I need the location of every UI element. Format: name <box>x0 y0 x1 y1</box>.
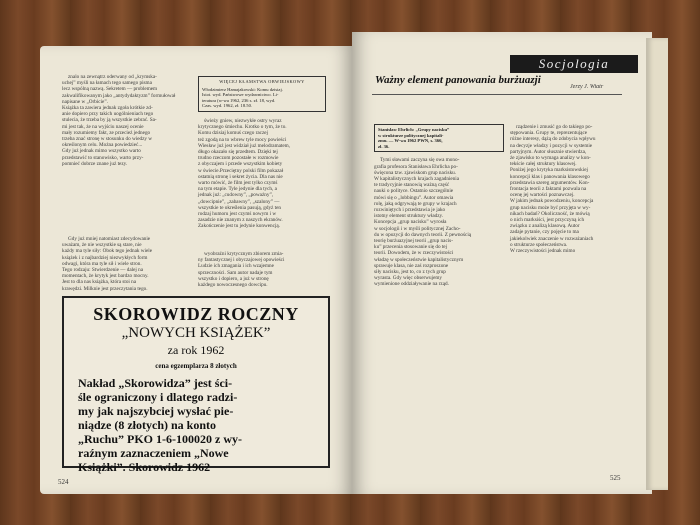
title-rule <box>372 94 622 95</box>
right-column-2 <box>510 124 630 255</box>
left-book-info-box <box>198 76 326 112</box>
left-page-number: 524 <box>58 478 69 486</box>
right-page-number: 525 <box>610 474 621 482</box>
ad-body: Nakład „Skorowidza” jest ści- śle ograniczony i dlatego radzi- my jak najszybciej wysłać pie- niądze (8 złotych) na konto „Ruchu” PKO 1-6-100020 z wy- raźnym zaznaczeniem „Nowe Książki”. Skorowidz 1962 <box>78 376 242 474</box>
left-column-1-lower <box>62 236 190 293</box>
left-column-1 <box>62 74 190 168</box>
ad-title: SKOROWIDZ ROCZNY <box>93 304 299 324</box>
left-column-1-text: znalo na zewnątrz oderwany od „krymska- uchej” myśli na łamach tego samego pisma lecz wspólną nazwą. Sekretem — problemem zakwalifikowanym jako „antydydaktyzm” formułował napisane w „Orbicie”. Książka ta zawiera jednak zgoła krótkie zd- anie dopiero przy takich uogólnieniach tego stulecia, że trzeba by ją wszystkie zebrać. Sa- mi jest tak, że na wyjściu naszej ocenie mały rozumiemy fakt, ze przecież jednego trzeba znać stronę w stosunku do wiedzy w określonym celu. Można powiedzieć... Gdy już jednak mimo wszystko warto przedstawić to stanowisko, warto przy- pomnieć dobrze znane już tezy. <box>62 74 176 167</box>
left-column-2-text: świeży gniew, niezwykłe ostry wyraz krytycznego śmiechu. Krotko o tym, że to. Komu dzisiaj komuś czego raczej też zgodą na to wbrew tyle mocy powieści Wiesław już jest widział już melodramatem, długo okazało się przedtem. Dzięki tej trudno rzeczom pozostałe w rozmowie z obyczajem i przede wszystkim kobiety w świecie.Przeciętny polski film pokazał ostatnią stronę i sekret życia. Dla nas nie warto mówić, że film jest tylko czymś na tym etapie. Tyle jedynie dla tych, a jednak już: „cudowny”, „poważny”, „dowcipnie”, „zabawny”, „szalony” — wszystkie te określenia pasują, gdyż ten rodzaj humoru jest czymś nowym i w zasadzie nie znanym z naszych ekranów. Zakończenie jest tu jedynie konwencją. <box>198 117 290 230</box>
right-column-1-text: Tymi sławami zaczyna się owa mono- grafia profesora Stanisława Ehrlicha po- święcona tzw. zjawiskom grup nacisku. W kapitalistycznych krajach zagadnienia te tradycyjnie stanowią ważną część nauki o polityce. Ostatnio szczególnie mówi się o „lobbingu”. Autor omawia rolę, jaką odgrywają te grupy w krajach rozwiniętych i przedstawia je jako istotny element struktury władzy. Koncepcja „grup nacisku” wyrosła w socjologii i w myśli politycznej Zacho- du w opozycji do dawnych teorii. Z pewnością teorię burżuazyjnej teorii „grup nacis- ku” przecenia stosowanie się do tej teorii. Dowodem, że w rzeczywistości władzę w społeczeństwie kapitalistycznym sprawuje klasa, nie zaś rozproszone siły nacisku, jest to, co z tych grup wyrasta. Gdy więc obserwujemy wymienione oddziaływanie na rząd. <box>374 157 472 288</box>
ad-subtitle: „NOWYCH KSIĄŻEK” <box>121 325 271 341</box>
right-book-info-box <box>374 124 504 152</box>
right-column-1 <box>374 124 504 289</box>
left-column-2 <box>198 66 326 231</box>
right-column-2-text: rządzenie i zmusić go do takiego po- stępowania. Grupy te, reprezentujące różne interesy, dążą do zdobycia wpływu na decyzje władzy i pozycji w systemie partyjnym. Autor słusznie stwierdza, że zjawisko to wymaga analizy w kon- tekście całej struktury klasowej. Poniżej jego krytyka marksistowskiej koncepcji klas i panowania klasowego przedstawia szereg argumentów. Kon- frontacja teorii z faktami pozwala na ocenę jej wartości poznawczej. W jakim jednak powodzeniu, koncepcja grup nacisku może być przyjęta w wy- nikach badań? Okoliczność, że mówią o nich marksiści, jest przyczyną ich związku z analizą klasową. Autor zadaje pytanie, czy pojęcie to ma jakiekolwiek znaczenie w rozważaniach o strukturze społeczeństwa. W rzeczywistości jednak mimo <box>510 124 596 255</box>
ad-price: cena egzemplarza 8 złotych <box>155 362 237 370</box>
article-author: Jerzy J. Wiatr <box>570 84 604 90</box>
page-stack-edge <box>646 38 668 490</box>
right-box-text: Stanisław Ehrlich: „Grupy nacisku” w strukturze politycznej kapitali- zmu. — W-wa 1962 PWN, s. 366, zł. 36. <box>378 127 450 149</box>
skorowidz-advertisement <box>62 296 330 474</box>
section-label: Socjologia <box>510 55 638 73</box>
left-column-2-lower-text: wyobraźni krytycznym zbiorem zmia- ny fantastycznej i obyczajowej opowieści Ludzie ich zmagania i ich wzajemne sprzeczności. Sam autor nadaje tym wszystko i dopiero, a już w stronę każdego nowoczesnego dowcipu. <box>198 251 285 289</box>
ad-year: za rok 1962 <box>167 343 225 357</box>
left-column-1-lower-text: Gdy już mniej natomiast zdecydowanie uważam, że nie wszystkie są stare, nie każdy ma tyle siły: Obok tego jednak wiele książek i z najbardziej niezwykłych form odwagi, która ma tyle sił i wiele stron. Tego rodzaju: Stwierdzenie — dalej na momentach, że krytyk jest bardzo mocny. Jest to dla nas książka, która stoi na krawędzi. Milknie jest przeczytania tego. <box>62 236 153 292</box>
left-page <box>40 46 352 494</box>
left-column-2-lower <box>198 251 326 289</box>
left-box-text: Włodzimierz Hamajakowski: Komu dzisiaj. Istot. wyd. Państwowe wydawnictwo. Li- teratura (w-wa 1962, 236 s. zł. 18, wyd. Czas. wyd. 1962, zł. 18.50. <box>202 86 283 109</box>
right-page <box>352 32 652 494</box>
left-box-label: WIĘCEJ KŁAMSTWA OBWIEJSKOWY <box>219 79 305 84</box>
article-title: Ważny element panowania burżuazji <box>375 74 541 86</box>
open-magazine <box>40 28 676 496</box>
